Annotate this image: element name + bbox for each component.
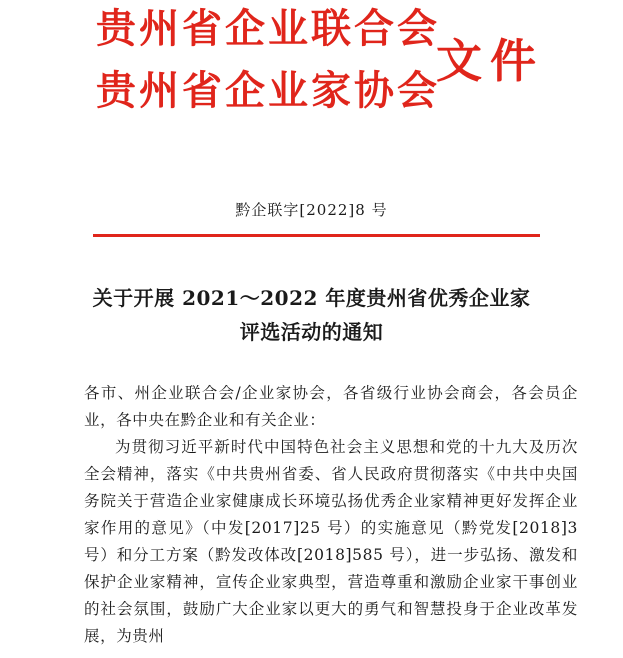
body-paragraph: 为贯彻习近平新时代中国特色社会主义思想和党的十九大及历次全会精神，落实《中共贵州省委、省人民政府贯彻落实《中共中央国务院关于营造企业家健康成长环境弘扬优秀企业家精神更好发挥企业家作用的意见》（中发[2017]25 号）的实施意见（黔党发[2018]3 号）和分工方案（黔发改体改[2018]585 号），进一步弘扬、激发和保护企业家精神，宣传企业家典型，营造尊重和激励企业家干事创业的社会氛围，鼓励广大企业家以更大的勇气和智慧投身于企业改革发展，为贵州 <box>84 438 578 645</box>
document-header <box>96 6 596 126</box>
document-type-label: 文件 <box>436 34 544 88</box>
document-title-line-1: 关于开展 2021～2022 年度贵州省优秀企业家 <box>92 286 531 310</box>
issuing-org-2: 贵州省企业家协会 <box>96 68 440 114</box>
salutation: 各市、州企业联合会/企业家协会，各省级行业协会商会，各会员企业，各中央在黔企业和有关企业： <box>84 384 578 429</box>
document-body <box>84 380 578 650</box>
issuing-org-1: 贵州省企业联合会 <box>96 6 440 52</box>
document-number: 黔企联字[2022]8 号 <box>235 201 388 219</box>
red-divider-line <box>93 234 540 237</box>
document-title-line-2: 评选活动的通知 <box>239 320 384 344</box>
